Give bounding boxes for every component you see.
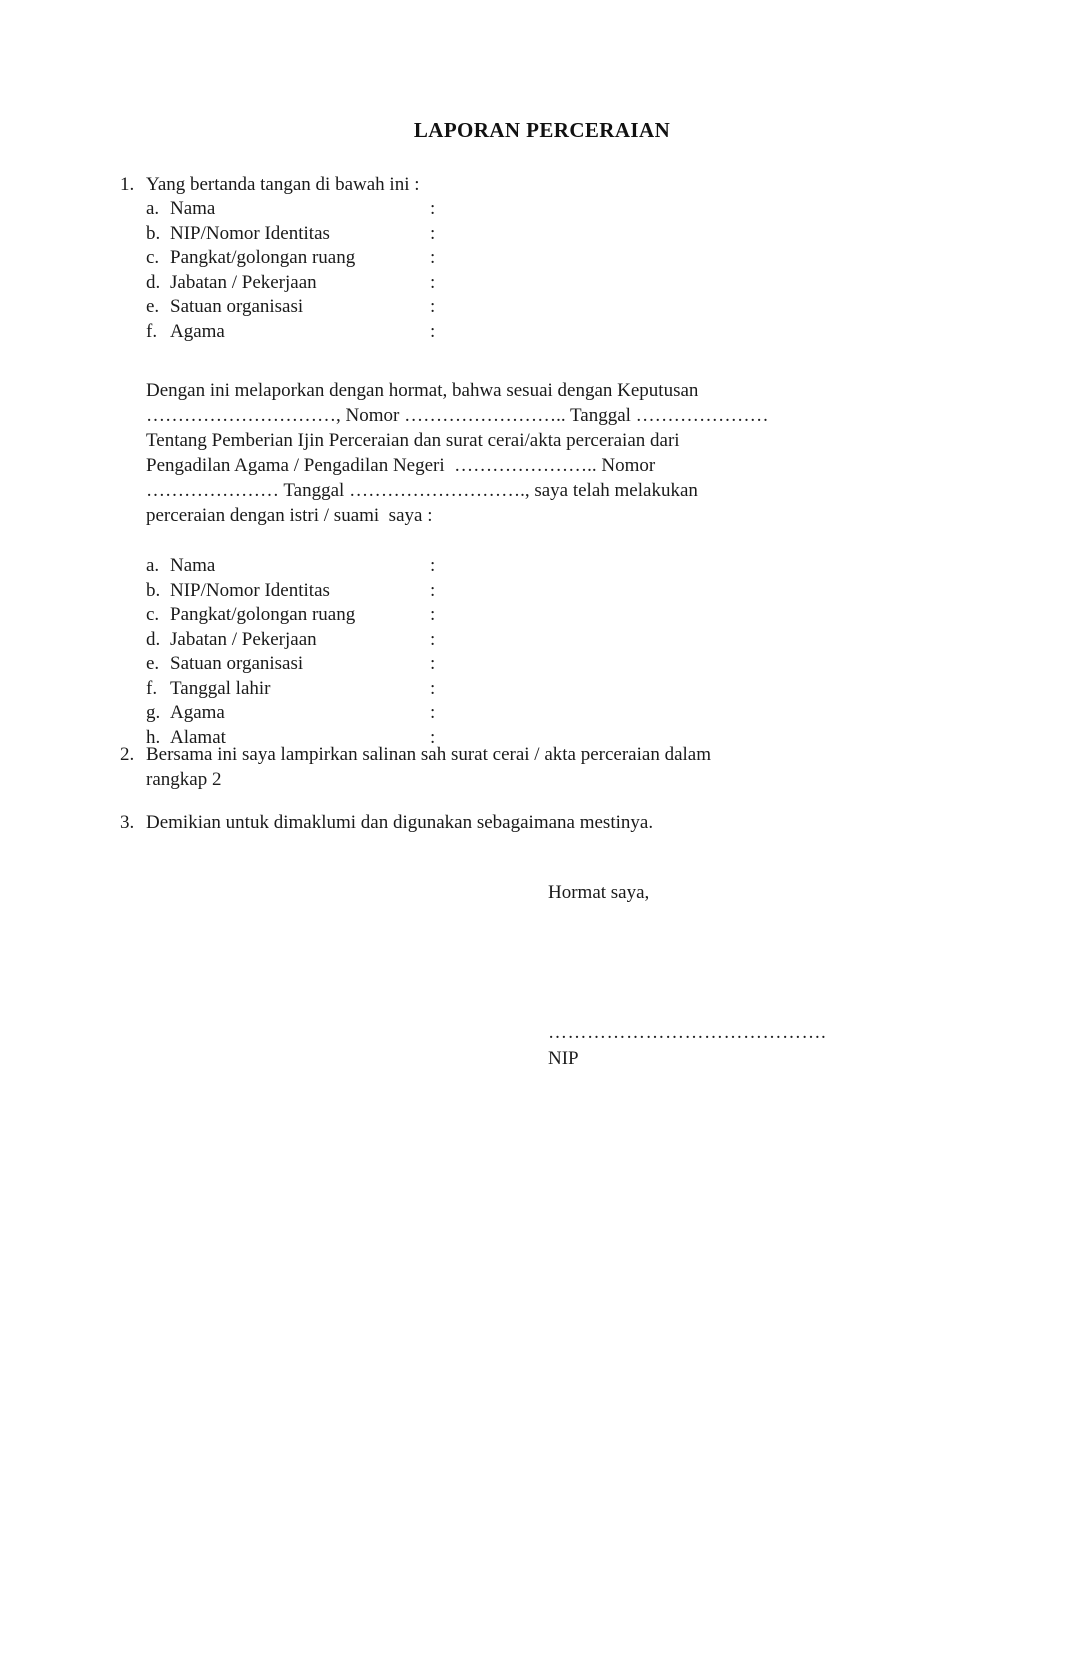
field-colon: : [430,198,436,219]
signature-line: ……………………………………. [548,1022,827,1043]
spouse-field-list [146,554,950,750]
declaration-line: …………………………, Nomor …………………….. Tanggal ………………… [146,405,769,426]
field-letter: b. [146,579,161,601]
signature-closing: Hormat saya, [548,882,650,903]
field-label: Pangkat/golongan ruang [170,247,356,268]
field-letter: e. [146,296,160,317]
item-3-text: Demikian untuk dimaklumi dan digunakan sebagaimana mestinya. [146,812,654,833]
field-label: Nama [170,198,216,219]
signature-nip-label: NIP [548,1048,579,1069]
field-letter: g. [146,702,161,723]
field-letter: e. [146,653,160,674]
field-row [146,271,950,296]
item-2 [120,742,950,792]
field-label: Satuan organisasi [170,653,304,674]
field-letter: d. [146,628,161,650]
spacer [120,528,950,554]
field-letter: f. [146,677,158,699]
item-2-text: Bersama ini saya lampirkan salinan sah surat cerai / akta perceraian dalam [146,744,711,765]
field-colon: : [430,271,436,293]
field-letter: c. [146,604,160,625]
spacer [120,344,950,378]
field-letter: b. [146,222,161,244]
table-row [146,554,950,579]
field-colon: : [430,222,436,244]
field-letter: h. [146,726,161,748]
table-row [146,579,950,604]
field-row [146,246,950,271]
item-1 [120,172,950,197]
field-letter: a. [146,555,160,576]
field-label: Pangkat/golongan ruang [170,604,356,625]
table-row [146,677,950,702]
field-colon: : [430,628,436,650]
document-body [120,172,950,750]
field-colon: : [430,677,436,699]
field-colon: : [430,296,436,317]
field-colon: : [430,247,436,268]
item-3-number: 3. [120,812,135,833]
field-label: NIP/Nomor Identitas [170,579,330,601]
field-label: Agama [170,702,225,723]
page-title: LAPORAN PERCERAIAN [413,118,671,142]
item-1-number: 1. [120,174,135,195]
field-letter: c. [146,247,160,268]
field-label: Tanggal lahir [170,677,271,699]
item-2-line1 [120,742,950,767]
field-colon: : [430,579,436,601]
field-label: NIP/Nomor Identitas [170,222,330,244]
item-3-line [120,810,950,835]
field-row [146,222,950,247]
declaration-line: ………………… Tanggal ………………………., saya telah melakukan [146,480,698,501]
field-colon: : [430,653,436,674]
field-row [146,197,950,222]
item-2-continuation: rangkap 2 [146,769,222,790]
field-label: Satuan organisasi [170,296,304,317]
field-letter: f. [146,320,158,342]
declaration-line: Tentang Pemberian Ijin Perceraian dan surat cerai/akta perceraian dari [146,430,680,451]
applicant-field-list [146,197,950,344]
table-row [146,652,950,677]
declaration-paragraph [146,378,950,528]
declaration-line: Pengadilan Agama / Pengadilan Negeri ………………….. Nomor [146,455,656,476]
field-label: Nama [170,555,216,576]
table-row [146,701,950,726]
table-row [146,628,950,653]
field-label: Alamat [170,726,226,748]
field-colon: : [430,604,436,625]
field-colon: : [430,320,436,342]
item-1-text: Yang bertanda tangan di bawah ini : [146,174,420,195]
field-letter: a. [146,198,160,219]
table-row [146,603,950,628]
declaration-line: perceraian dengan istri / suami saya : [146,505,433,526]
item-2-number: 2. [120,744,135,765]
field-label: Jabatan / Pekerjaan [170,628,317,650]
field-label: Agama [170,320,225,342]
field-label: Jabatan / Pekerjaan [170,271,317,293]
item-3 [120,810,950,835]
field-colon: : [430,702,436,723]
declaration-line: Dengan ini melaporkan dengan hormat, bahwa sesuai dengan Keputusan [146,380,699,401]
field-letter: d. [146,271,161,293]
field-colon: : [430,555,436,576]
field-colon: : [430,726,436,748]
field-row [146,295,950,320]
field-row [146,320,950,345]
